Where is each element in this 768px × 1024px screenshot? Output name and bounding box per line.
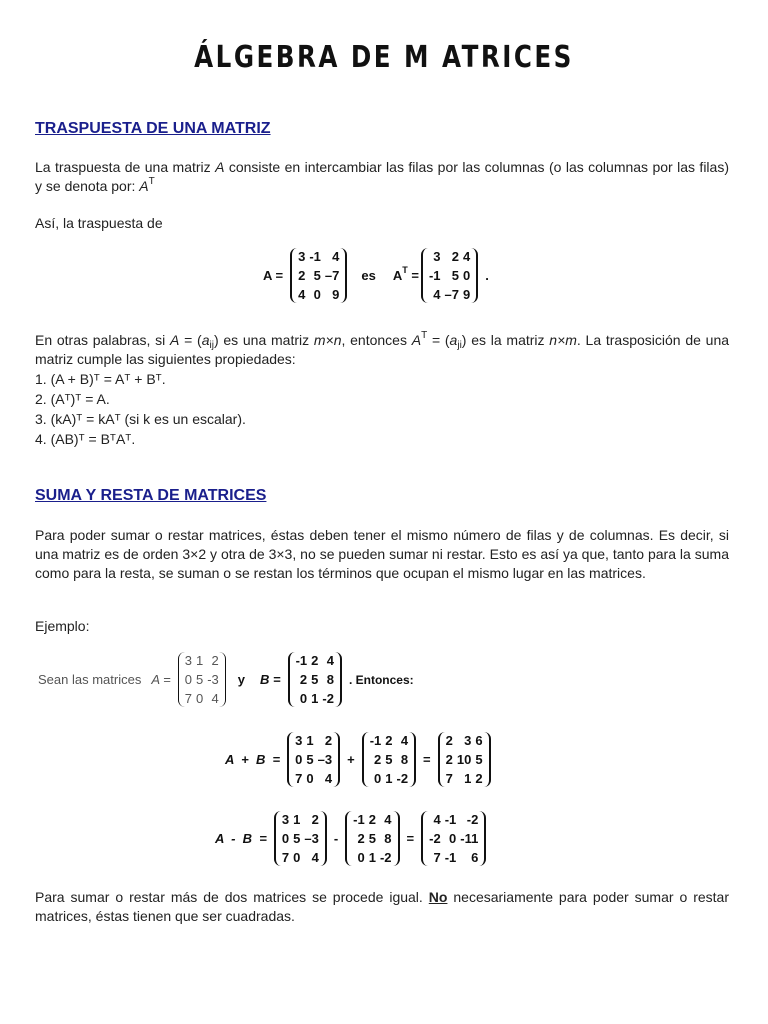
var-A: A — [139, 178, 149, 194]
property-1: 1. (A + B)ᵀ = Aᵀ + Bᵀ. — [35, 371, 166, 387]
matrix-cell: 3 — [295, 733, 303, 748]
matrix-cell: 9 — [462, 287, 471, 302]
text-y: y — [237, 672, 245, 687]
matrix-At — [421, 248, 478, 303]
matrix-cell: 4 — [332, 249, 340, 264]
matrix-sum-result — [438, 732, 491, 787]
text-A-eq: A = — [151, 672, 171, 687]
matrix-cell: 4 — [311, 850, 319, 865]
emphasis-no: No — [428, 889, 448, 905]
matrix-cell: -2 — [379, 850, 392, 865]
equation-sum — [220, 732, 493, 787]
matrix-cell: -1 — [428, 268, 441, 283]
matrix-cell: 8 — [400, 752, 409, 767]
matrix-diff-result — [421, 811, 486, 866]
matrix-cell: 7 — [445, 771, 453, 786]
paragraph-traspuesta-definicion — [35, 158, 729, 196]
matrix-cell: 6 — [471, 850, 479, 865]
eq-end: . — [485, 268, 489, 283]
matrix-cell: 0 — [195, 691, 204, 706]
matrix-cell: 3 — [298, 249, 306, 264]
matrix-cell: 0 — [462, 268, 471, 283]
var-A: A — [215, 159, 225, 175]
matrix-cell: 0 — [374, 771, 382, 786]
matrix-cell: 1 — [311, 691, 319, 706]
matrix-cell: 3 — [184, 653, 192, 668]
matrix-cell: -2 — [396, 771, 409, 786]
matrix-diff-A — [274, 811, 327, 866]
matrix-cell: 1 — [368, 850, 376, 865]
matrix-cell: 1 — [385, 771, 393, 786]
paragraph-otras-palabras: En otras palabras, si $A = (a_{ij})$ es una matriz m×n, entonces $A^T = (a_{ji})$ es la matriz n×m. La trasposición de una matriz cumple las siguientes propiedades: — [35, 330, 730, 367]
matrix-cell: 10 — [456, 752, 472, 767]
matrix-cell: -1 — [444, 850, 457, 865]
matrix-cell: 4 — [462, 249, 471, 264]
matrix-cell: 5 — [311, 672, 319, 687]
matrix-cell: 5 — [451, 268, 459, 283]
matrix-cell: 0 — [293, 850, 301, 865]
matrix-cell: 2 — [445, 733, 453, 748]
matrix-sum-A — [287, 732, 340, 787]
matrix-cell: 1 — [293, 812, 301, 827]
matrix-cell: -1 — [295, 653, 308, 668]
matrix-cell: 4 — [298, 287, 306, 302]
property-4: 4. (AB)ᵀ = BᵀAᵀ. — [35, 431, 136, 447]
paragraph-suma-resta: Para poder sumar o restar matrices, éstas deben tener el mismo número de filas y de columnas. Es decir, si una matriz es de orden 3×2 y otra de 3×3, no se pueden sumar ni restar. Esto es así ya que, tanto para la suma como para la resta, se suman o se restan los términos que ocupan el mismo lugar en las matrices. — [35, 527, 729, 581]
paragraph-final: Para sumar o restar más de dos matrices se procede igual. No necesariamente para poder sumar o restar matrices, éstas tienen que ser cuadradas. — [35, 889, 730, 924]
matrix-cell: 2 — [298, 268, 306, 283]
property-2: 2. (Aᵀ)ᵀ = A. — [35, 391, 110, 407]
sum-op: + — [347, 752, 355, 767]
label-ejemplo: Ejemplo: — [35, 618, 90, 634]
matrix-cell: 2 — [385, 733, 393, 748]
matrix-cell: 2 — [445, 752, 453, 767]
sum-lhs: A + B = — [225, 752, 281, 767]
matrix-cell: 0 — [281, 831, 290, 846]
matrix-cell: 4 — [400, 733, 409, 748]
diff-op: - — [333, 831, 339, 846]
matrix-cell: -1 — [444, 812, 457, 827]
matrix-cell: 2 — [451, 249, 459, 264]
page-title: ÁLGEBRA DE M ATRICES — [194, 40, 574, 75]
property-3: 3. (kA)ᵀ = kAᵀ (si k es un escalar). — [35, 411, 246, 427]
matrix-cell: 7 — [295, 771, 303, 786]
matrix-A-intro — [178, 652, 226, 707]
matrix-diff-B — [345, 811, 399, 866]
matrix-cell: -2 — [322, 691, 334, 706]
matrix-cell: 5 — [195, 672, 204, 687]
sum-eq: = — [423, 752, 431, 767]
matrix-cell: 4 — [384, 812, 392, 827]
eq-es: es — [361, 268, 376, 283]
matrix-cell: 9 — [332, 287, 340, 302]
text-fragment: consiste en intercambiar las filas por las columnas (o las columnas por las filas) y se denota por: — [35, 159, 729, 194]
text-fragment: La traspuesta de una matriz — [35, 159, 216, 175]
matrix-cell: 2 — [211, 653, 219, 668]
matrix-cell: 7 — [281, 850, 290, 865]
matrix-cell: 5 — [293, 831, 301, 846]
matrix-cell: 5 — [475, 752, 483, 767]
matrix-cell: 3 — [464, 733, 472, 748]
matrix-cell: 0 — [449, 831, 457, 846]
matrix-cell: 2 — [311, 812, 319, 827]
text-entonces: . Entonces: — [348, 672, 414, 687]
matrix-cell: -2 — [466, 812, 479, 827]
matrix-cell: 2 — [475, 771, 483, 786]
superscript-T: T — [148, 176, 155, 187]
matrix-cell: 3 — [433, 249, 441, 264]
matrix-cell: -1 — [309, 249, 321, 264]
matrix-cell: 2 — [368, 812, 376, 827]
matrix-cell: 2 — [374, 752, 382, 767]
matrix-cell: 4 — [326, 653, 334, 668]
matrix-cell: 4 — [433, 287, 441, 302]
matrix-cell: -3 — [207, 672, 219, 687]
matrix-cell: 3 — [281, 812, 290, 827]
eq-rhs-A: $A^T$ = — [392, 265, 419, 283]
section-heading-suma-resta: SUMA Y RESTA DE MATRICES — [35, 487, 267, 504]
equation-diff — [210, 811, 488, 866]
matrix-cell: 0 — [313, 287, 321, 302]
matrix-cell: 5 — [368, 831, 376, 846]
matrix-cell: –3 — [317, 752, 333, 767]
matrix-cell: –7 — [444, 287, 459, 302]
matrix-A — [290, 248, 347, 303]
eq-lhs: A = — [263, 268, 284, 283]
diff-eq: = — [406, 831, 415, 846]
matrix-cell: -1 — [369, 733, 382, 748]
matrix-cell: 5 — [385, 752, 393, 767]
matrix-cell: 0 — [184, 672, 192, 687]
matrix-cell: 0 — [357, 850, 365, 865]
equation-transpose-example — [258, 248, 494, 303]
matrix-cell: 4 — [211, 691, 219, 706]
matrix-cell: -11 — [460, 831, 479, 846]
matrix-cell: 8 — [384, 831, 392, 846]
matrix-cell: 0 — [299, 691, 308, 706]
diff-lhs: A - B = — [215, 831, 267, 846]
matrix-sum-B — [362, 732, 416, 787]
text-sean: Sean las matrices — [38, 672, 142, 687]
matrix-cell: 1 — [195, 653, 204, 668]
matrix-cell: 2 — [324, 733, 333, 748]
matrix-cell: -1 — [353, 812, 365, 827]
matrix-cell: 8 — [326, 672, 334, 687]
matrix-cell: 7 — [184, 691, 192, 706]
equation-intro — [38, 652, 419, 707]
matrix-cell: 1 — [464, 771, 472, 786]
section-heading-traspuesta: TRASPUESTA DE UNA MATRIZ — [35, 120, 271, 137]
matrix-cell: -2 — [429, 831, 441, 846]
matrix-cell: 2 — [311, 653, 319, 668]
matrix-cell: 4 — [433, 812, 441, 827]
text-B-eq: B = — [260, 672, 281, 687]
paragraph-asi: Así, la traspuesta de — [35, 215, 163, 231]
matrix-cell: 5 — [306, 752, 314, 767]
matrix-cell: 2 — [299, 672, 308, 687]
matrix-cell: 6 — [475, 733, 483, 748]
matrix-cell: –3 — [304, 831, 319, 846]
matrix-cell: 0 — [306, 771, 314, 786]
matrix-cell: –7 — [324, 268, 340, 283]
matrix-cell: 0 — [295, 752, 303, 767]
matrix-cell: 4 — [324, 771, 333, 786]
matrix-B-intro — [288, 652, 342, 707]
matrix-cell: 1 — [306, 733, 314, 748]
matrix-cell: 2 — [357, 831, 365, 846]
matrix-cell: 5 — [313, 268, 321, 283]
matrix-cell: 7 — [433, 850, 441, 865]
